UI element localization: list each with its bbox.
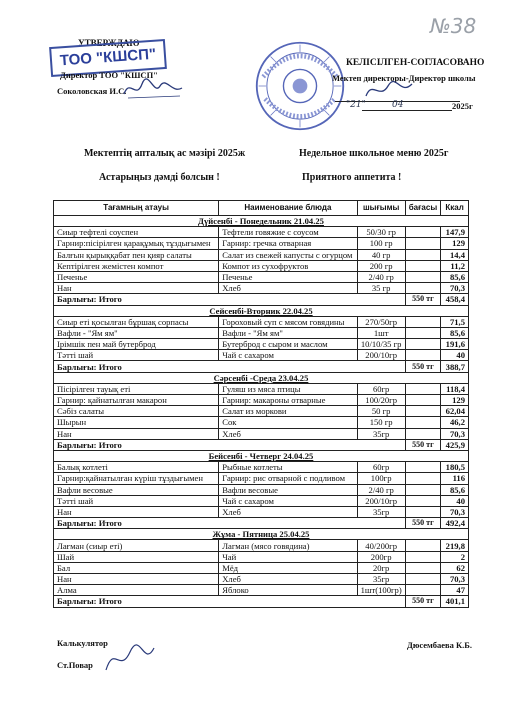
day-title-text: Дүйсенбі - Понедельник 21.04.25 [198, 216, 324, 227]
dish-name-ru: Гарнир: гречка отварная [219, 238, 357, 249]
dish-yield: 200 гр [357, 260, 405, 271]
table-row [54, 227, 469, 238]
dish-name-ru: Рыбные котлеты [219, 462, 357, 473]
header-yield: шығымы [357, 201, 405, 216]
dish-name-kz: Вафли - "Ям ям" [54, 327, 219, 338]
dish-name-ru: Вафли - "Ям ям" [219, 327, 357, 338]
table-row [54, 506, 469, 517]
dish-price [405, 383, 440, 394]
dish-kcal: 116 [441, 473, 469, 484]
dish-name-ru: Салат из моркови [219, 406, 357, 417]
dish-name-kz: Пісірілген тауық еті [54, 383, 219, 394]
dish-name-kz: Алма [54, 585, 219, 596]
table-row [54, 428, 469, 439]
table-row [54, 473, 469, 484]
dish-price [405, 540, 440, 551]
total-price: 550 тг [405, 596, 440, 607]
date-year: 2025г [452, 101, 473, 111]
dish-price [405, 406, 440, 417]
dish-price [405, 339, 440, 350]
dish-kcal: 70,3 [441, 428, 469, 439]
dish-name-kz: Сәбіз салаты [54, 406, 219, 417]
day-header-row [54, 305, 469, 316]
dish-kcal: 85,6 [441, 327, 469, 338]
day-header-row [54, 450, 469, 461]
dish-name-ru: Хлеб [219, 283, 357, 294]
total-row [54, 596, 469, 607]
dish-price [405, 585, 440, 596]
total-row [54, 518, 469, 529]
dish-name-ru: Чай с сахаром [219, 495, 357, 506]
total-kcal: 401,1 [441, 596, 469, 607]
table-header-row [54, 201, 469, 216]
total-label: Барлығы: Итого [54, 596, 406, 607]
dish-name-kz: Печенье [54, 271, 219, 282]
table-row [54, 249, 469, 260]
total-kcal: 492,4 [441, 518, 469, 529]
calculator-signature [100, 640, 160, 676]
dish-yield: 100/20гр [357, 395, 405, 406]
header-kcal: Ккал [441, 201, 469, 216]
day-title-text: Сәрсенбі -Среда 23.04.25 [213, 372, 309, 383]
dish-yield: 50/30 гр [357, 227, 405, 238]
dish-kcal: 40 [441, 350, 469, 361]
total-label: Барлығы: Итого [54, 361, 406, 372]
dish-name-kz: Нан [54, 428, 219, 439]
dish-name-kz: Лағман (сиыр еті) [54, 540, 219, 551]
table-row [54, 540, 469, 551]
total-row [54, 439, 469, 450]
dish-name-ru: Тефтели говяжие с соусом [219, 227, 357, 238]
dish-price [405, 327, 440, 338]
dish-kcal: 70,3 [441, 283, 469, 294]
table-row [54, 574, 469, 585]
dish-price [405, 428, 440, 439]
total-label: Барлығы: Итого [54, 518, 406, 529]
dish-price [405, 227, 440, 238]
dish-name-kz: Шай [54, 551, 219, 562]
document-number: №38 [430, 14, 477, 38]
dish-name-kz: Нан [54, 574, 219, 585]
director-name: Соколовская И.С. [57, 86, 127, 96]
dish-name-kz: Гарнир: қайнатылған макарон [54, 395, 219, 406]
dish-name-ru: Хлеб [219, 506, 357, 517]
dish-name-ru: Салат из свежей капусты с огурцом [219, 249, 357, 260]
dish-name-ru: Гарнир: рис отварной с подливом [219, 473, 357, 484]
title-ru: Недельное школьное меню 2025г [299, 148, 449, 159]
table-row [54, 406, 469, 417]
dish-yield: 60гр [357, 383, 405, 394]
dish-yield: 2/40 гр [357, 484, 405, 495]
dish-name-kz: Балық котлеті [54, 462, 219, 473]
table-row [54, 562, 469, 573]
date-day: "21" [346, 100, 366, 110]
dish-kcal: 70,3 [441, 574, 469, 585]
dish-yield: 35гр [357, 574, 405, 585]
dish-yield: 200/10гр [357, 495, 405, 506]
dish-price [405, 260, 440, 271]
total-row [54, 361, 469, 372]
dish-yield: 1шт(100гр) [357, 585, 405, 596]
dish-kcal: 11,2 [441, 260, 469, 271]
dish-price [405, 495, 440, 506]
dish-kcal: 2 [441, 551, 469, 562]
dish-yield: 1шт [357, 327, 405, 338]
wish-kz: Астарыңыз дәмді болсын ! [99, 172, 220, 183]
dish-price [405, 462, 440, 473]
day-header-row [54, 216, 469, 227]
total-kcal: 425,9 [441, 439, 469, 450]
table-row [54, 238, 469, 249]
table-row [54, 462, 469, 473]
dish-name-ru: Хлеб [219, 428, 357, 439]
day-title-text: Бейсенбі - Четверг 24.04.25 [208, 451, 314, 462]
dish-kcal: 129 [441, 395, 469, 406]
day-title-text: Сейсенбі-Вторник 22.04.25 [209, 305, 313, 316]
menu-table [53, 200, 469, 608]
dish-kcal: 219,8 [441, 540, 469, 551]
dish-name-kz: Гарнир:қайнатылған күріш тұздығымен [54, 473, 219, 484]
table-row [54, 350, 469, 361]
table-row [54, 585, 469, 596]
day-title-text: Жұма - Пятница 25.04.25 [212, 529, 310, 540]
dish-yield: 10/10/35 гр [357, 339, 405, 350]
approve-label: УТВЕРЖДАЮ [78, 38, 140, 48]
dish-yield: 35гр [357, 506, 405, 517]
dish-yield: 60гр [357, 462, 405, 473]
dish-price [405, 283, 440, 294]
table-row [54, 395, 469, 406]
dish-kcal: 47 [441, 585, 469, 596]
dish-kcal: 40 [441, 495, 469, 506]
dish-yield: 40 гр [357, 249, 405, 260]
dish-name-kz: Кептірілген жемістен компот [54, 260, 219, 271]
dish-yield: 2/40 гр [357, 271, 405, 282]
dish-price [405, 473, 440, 484]
dish-yield: 35гр [357, 428, 405, 439]
dish-kcal: 46,2 [441, 417, 469, 428]
day-title [54, 216, 469, 227]
dish-kcal: 85,6 [441, 271, 469, 282]
total-label: Барлығы: Итого [54, 439, 406, 450]
total-row [54, 294, 469, 305]
dish-name-kz: Сиыр тефтелі соуспен [54, 227, 219, 238]
dish-kcal: 14,4 [441, 249, 469, 260]
header-kz-name: Тағамның атауы [54, 201, 219, 216]
dish-yield: 100гр [357, 473, 405, 484]
dish-name-ru: Компот из сухофруктов [219, 260, 357, 271]
dish-name-ru: Гарнир: макароны отварные [219, 395, 357, 406]
total-label: Барлығы: Итого [54, 294, 406, 305]
dish-name-kz: Вафли весовые [54, 484, 219, 495]
dish-kcal: 147,9 [441, 227, 469, 238]
dish-price [405, 350, 440, 361]
dish-kcal: 71,5 [441, 316, 469, 327]
calculator-label: Калькулятор [57, 638, 108, 648]
date-month: 04 [392, 100, 404, 110]
school-director-signature [362, 78, 422, 102]
dish-name-ru: Лагман (мясо говядина) [219, 540, 357, 551]
dish-name-kz: Нан [54, 506, 219, 517]
table-row [54, 495, 469, 506]
dish-price [405, 417, 440, 428]
date-line [362, 110, 452, 111]
dish-yield: 50 гр [357, 406, 405, 417]
dish-name-kz: Сиыр еті қосылған бұршақ сорпасы [54, 316, 219, 327]
dish-kcal: 118,4 [441, 383, 469, 394]
dish-yield: 150 гр [357, 417, 405, 428]
total-price: 550 тг [405, 361, 440, 372]
dish-yield: 40/200гр [357, 540, 405, 551]
dish-yield: 100 гр [357, 238, 405, 249]
agreed-label: КЕЛІСІЛГЕН-СОГЛАСОВАНО [346, 58, 485, 68]
day-header-row [54, 372, 469, 383]
school-director-label: Мектеп директоры-Директор школы [332, 73, 476, 83]
table-row [54, 339, 469, 350]
dish-yield: 200гр [357, 551, 405, 562]
dish-name-kz: Нан [54, 283, 219, 294]
table-row [54, 316, 469, 327]
total-kcal: 458,4 [441, 294, 469, 305]
dish-name-ru: Чай с сахаром [219, 350, 357, 361]
company-stamp: ТОО "КШСП" [49, 39, 167, 77]
dish-yield: 20гр [357, 562, 405, 573]
dish-name-ru: Хлеб [219, 574, 357, 585]
dish-price [405, 484, 440, 495]
day-title [54, 450, 469, 461]
dish-yield: 35 гр [357, 283, 405, 294]
dish-name-ru: Гуляш из мяса птицы [219, 383, 357, 394]
dish-price [405, 316, 440, 327]
dish-name-ru: Бутерброд с сыром и маслом [219, 339, 357, 350]
header-ru-name: Наименование блюда [219, 201, 357, 216]
dish-kcal: 129 [441, 238, 469, 249]
wish-ru: Приятного аппетита ! [302, 172, 402, 183]
official-seal [254, 40, 346, 132]
table-row [54, 484, 469, 495]
dish-name-ru: Печенье [219, 271, 357, 282]
day-title [54, 529, 469, 540]
dish-name-ru: Вафли весовые [219, 484, 357, 495]
dish-name-ru: Сок [219, 417, 357, 428]
menu-body [54, 216, 469, 608]
dish-kcal: 62 [441, 562, 469, 573]
table-row [54, 417, 469, 428]
dish-price [405, 249, 440, 260]
title-kz: Мектептің апталық ас мәзірі 2025ж [84, 148, 246, 159]
table-row [54, 260, 469, 271]
table-row [54, 327, 469, 338]
dish-price [405, 271, 440, 282]
dish-name-kz: Гарнир:пісірілген қарақұмық тұздығымен [54, 238, 219, 249]
dish-name-ru: Чай [219, 551, 357, 562]
director-signature [120, 74, 190, 104]
header-price: бағасы [405, 201, 440, 216]
dish-name-kz: Тәтті шай [54, 350, 219, 361]
dish-name-kz: Тәтті шай [54, 495, 219, 506]
day-header-row [54, 529, 469, 540]
dish-name-ru: Мёд [219, 562, 357, 573]
director-label: Директор ТОО "КШСП" [60, 70, 158, 80]
dish-name-ru: Гороховый суп с мясом говядины [219, 316, 357, 327]
day-title [54, 305, 469, 316]
dish-kcal: 191,6 [441, 339, 469, 350]
dish-price [405, 574, 440, 585]
table-row [54, 551, 469, 562]
dish-yield: 270/50гр [357, 316, 405, 327]
dish-price [405, 562, 440, 573]
dish-name-kz: Бал [54, 562, 219, 573]
total-price: 550 тг [405, 518, 440, 529]
day-title [54, 372, 469, 383]
dish-price [405, 395, 440, 406]
dish-name-kz: Балғын қырыққабат пен қияр салаты [54, 249, 219, 260]
table-row [54, 271, 469, 282]
total-price: 550 тг [405, 294, 440, 305]
dish-kcal: 62,04 [441, 406, 469, 417]
dish-kcal: 180,5 [441, 462, 469, 473]
table-row [54, 283, 469, 294]
dish-yield: 200/10гр [357, 350, 405, 361]
dish-price [405, 506, 440, 517]
dish-name-kz: Ірімшік пен май бутерброд [54, 339, 219, 350]
calculator-name: Дюсембаева К.Б. [407, 640, 473, 650]
dish-kcal: 70,3 [441, 506, 469, 517]
dish-name-ru: Яблоко [219, 585, 357, 596]
chef-label: Ст.Повар [57, 660, 93, 670]
dish-name-kz: Шырын [54, 417, 219, 428]
dish-kcal: 85,6 [441, 484, 469, 495]
table-row [54, 383, 469, 394]
total-price: 550 тг [405, 439, 440, 450]
dish-price [405, 238, 440, 249]
total-kcal: 388,7 [441, 361, 469, 372]
dish-price [405, 551, 440, 562]
